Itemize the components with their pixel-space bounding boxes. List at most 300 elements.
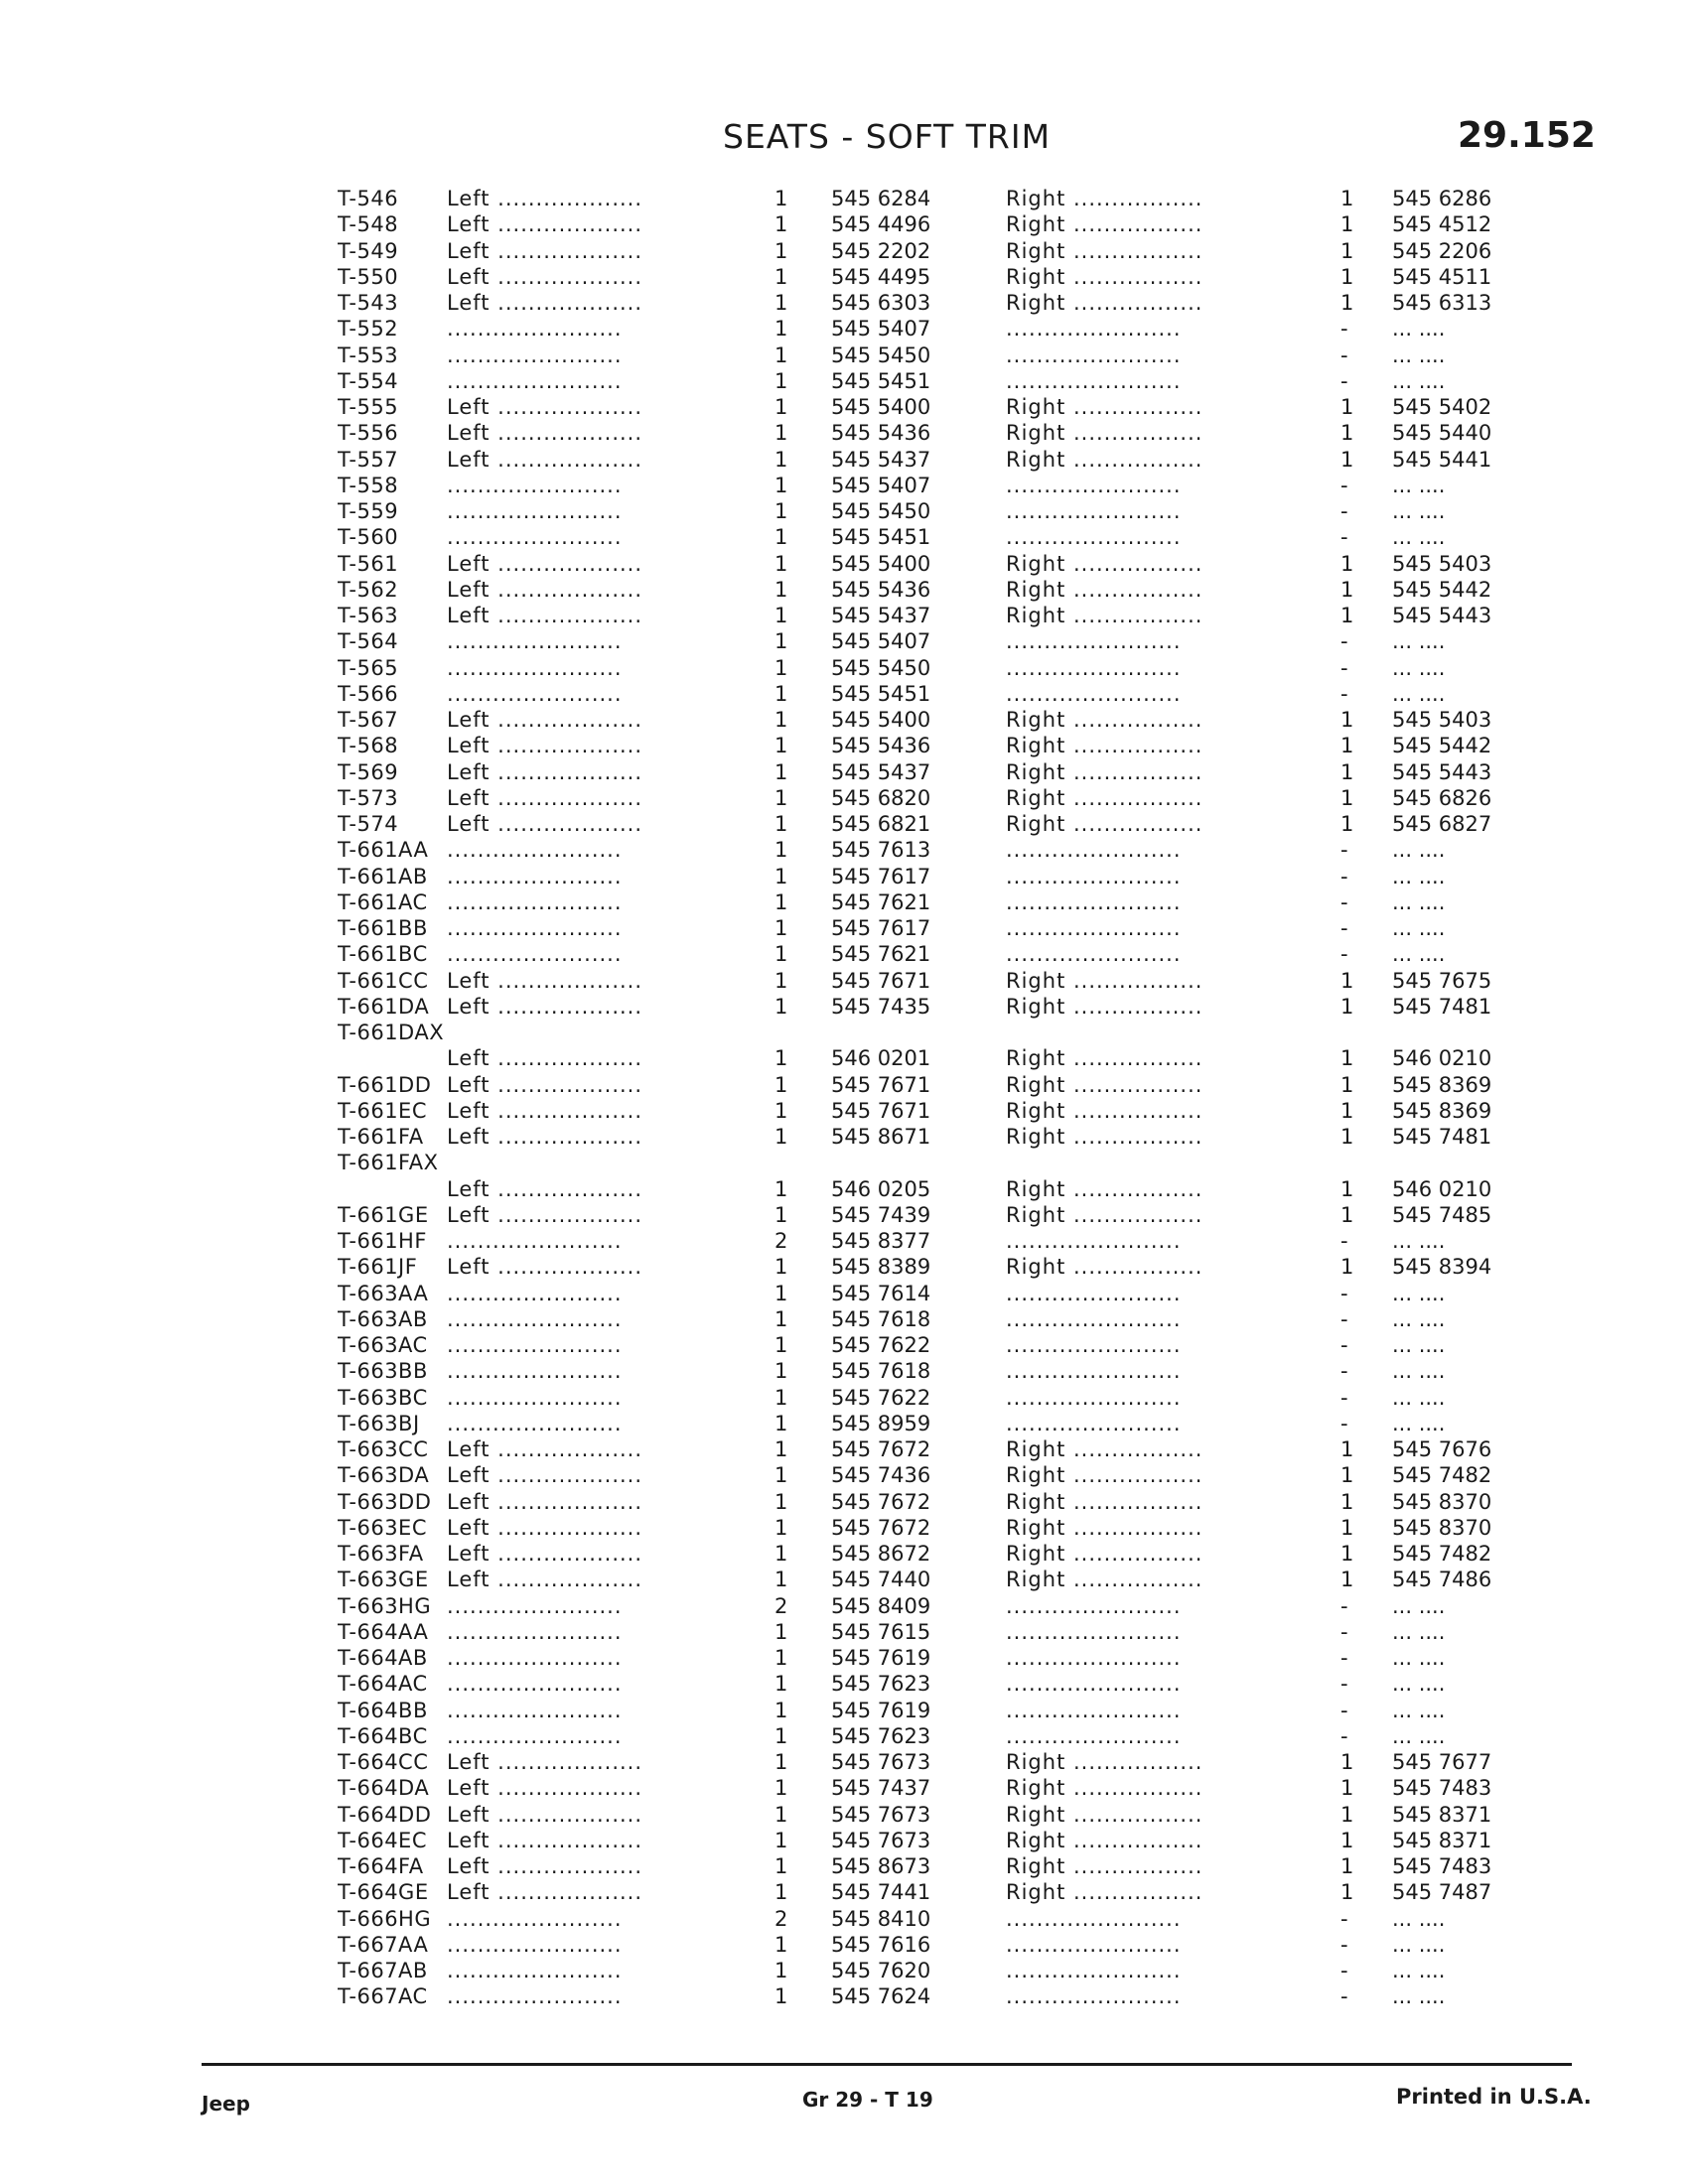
left-description: Left ................... <box>447 1125 643 1149</box>
left-quantity: 1 <box>774 655 788 680</box>
left-part-number: 545 7673 <box>831 1828 931 1852</box>
part-code: T-663AB <box>338 1306 428 1331</box>
left-description: Left ................... <box>447 1072 643 1097</box>
right-description: Right ................. <box>1006 1463 1203 1488</box>
left-part-number: 545 7435 <box>831 994 931 1019</box>
left-part-number: 545 7616 <box>831 1932 931 1957</box>
parts-row <box>0 864 1688 889</box>
left-part-number: 545 7613 <box>831 838 931 863</box>
right-description: ....................... <box>1006 864 1182 888</box>
parts-row <box>0 681 1688 707</box>
left-description: ....................... <box>447 1306 623 1331</box>
parts-list <box>0 186 1688 2010</box>
left-quantity: 1 <box>774 681 788 706</box>
left-quantity: 1 <box>774 447 788 472</box>
right-part-number: 545 8371 <box>1392 1828 1492 1852</box>
left-part-number: 545 5436 <box>831 734 931 758</box>
part-code: T-667AC <box>338 1984 428 2009</box>
left-quantity: 1 <box>774 1750 788 1774</box>
left-description: Left ................... <box>447 759 643 784</box>
left-description: ....................... <box>447 1411 623 1435</box>
right-quantity: - <box>1340 1385 1348 1410</box>
left-quantity: 1 <box>774 1542 788 1566</box>
part-code: T-546 <box>338 187 399 210</box>
left-quantity: 1 <box>774 968 788 993</box>
part-code: T-663AA <box>338 1281 429 1305</box>
right-description: Right ................. <box>1006 1176 1203 1201</box>
parts-row <box>0 1150 1688 1175</box>
parts-row <box>0 1593 1688 1619</box>
parts-row <box>0 628 1688 654</box>
right-description: Right ................. <box>1006 785 1203 810</box>
part-code: T-661JF <box>338 1255 418 1280</box>
right-quantity: 1 <box>1340 1255 1354 1280</box>
parts-row <box>0 837 1688 863</box>
right-description: Right ................. <box>1006 1125 1203 1149</box>
part-code: T-556 <box>338 421 399 446</box>
part-code: T-663DA <box>338 1463 430 1488</box>
parts-row <box>0 1879 1688 1905</box>
right-quantity: 1 <box>1340 1854 1354 1878</box>
right-description: ....................... <box>1006 1229 1182 1253</box>
right-description: Right ................. <box>1006 1437 1203 1461</box>
left-description: ....................... <box>447 942 623 967</box>
left-part-number: 545 2202 <box>831 238 931 263</box>
left-part-number: 545 7439 <box>831 1202 931 1227</box>
left-quantity: 1 <box>774 942 788 967</box>
right-part-number: 545 7485 <box>1392 1202 1492 1227</box>
left-quantity: 1 <box>774 1672 788 1697</box>
parts-row <box>0 264 1688 290</box>
left-part-number: 545 7673 <box>831 1750 931 1774</box>
part-code: T-667AA <box>338 1932 429 1957</box>
left-part-number: 545 7620 <box>831 1959 931 1982</box>
right-part-number: 545 7483 <box>1392 1776 1492 1801</box>
left-part-number: 545 7614 <box>831 1281 931 1305</box>
part-code: T-562 <box>338 577 399 602</box>
parts-row <box>0 1436 1688 1462</box>
parts-row <box>0 603 1688 628</box>
right-quantity: 1 <box>1340 1176 1354 1201</box>
left-quantity: 1 <box>774 629 788 654</box>
right-description: Right ................. <box>1006 421 1203 446</box>
footer-printed: Printed in U.S.A. <box>1396 2085 1592 2109</box>
left-description: ....................... <box>447 317 623 341</box>
parts-row <box>0 1775 1688 1801</box>
right-part-number: 545 8370 <box>1392 1489 1492 1514</box>
left-quantity: 1 <box>774 577 788 602</box>
part-code: T-663BJ <box>338 1411 420 1435</box>
left-part-number: 545 4496 <box>831 212 931 237</box>
part-code: T-664AC <box>338 1672 428 1697</box>
right-quantity: 1 <box>1340 759 1354 784</box>
right-part-number: ... .... <box>1392 368 1446 393</box>
left-quantity: 1 <box>774 1802 788 1827</box>
parts-row <box>0 1281 1688 1306</box>
part-code: T-663CC <box>338 1437 429 1461</box>
right-description: Right ................. <box>1006 1046 1203 1071</box>
parts-row <box>0 1124 1688 1150</box>
right-description: ....................... <box>1006 1333 1182 1357</box>
left-description: Left ................... <box>447 447 643 472</box>
right-quantity: 1 <box>1340 1072 1354 1097</box>
left-part-number: 545 7617 <box>831 916 931 940</box>
right-description: ....................... <box>1006 655 1182 680</box>
left-part-number: 545 7441 <box>831 1880 931 1905</box>
right-quantity: - <box>1340 1906 1348 1931</box>
left-description: Left ................... <box>447 187 643 210</box>
left-description: Left ................... <box>447 1542 643 1566</box>
left-quantity: 1 <box>774 1959 788 1982</box>
parts-row <box>0 1983 1688 2009</box>
right-quantity: - <box>1340 1619 1348 1644</box>
right-quantity: - <box>1340 889 1348 914</box>
right-quantity: 1 <box>1340 1489 1354 1514</box>
right-description: ....................... <box>1006 942 1182 967</box>
left-quantity: 1 <box>774 187 788 210</box>
right-quantity: - <box>1340 342 1348 367</box>
left-description: Left ................... <box>447 1046 643 1071</box>
right-quantity: 1 <box>1340 1802 1354 1827</box>
right-part-number: ... .... <box>1392 1672 1446 1697</box>
left-description: Left ................... <box>447 1255 643 1280</box>
left-description: Left ................... <box>447 1437 643 1461</box>
right-quantity: - <box>1340 1672 1348 1697</box>
left-part-number: 545 7673 <box>831 1802 931 1827</box>
right-quantity: - <box>1340 473 1348 497</box>
right-description: Right ................. <box>1006 1255 1203 1280</box>
parts-row <box>0 498 1688 524</box>
right-description: ....................... <box>1006 1411 1182 1435</box>
right-description: ....................... <box>1006 1359 1182 1384</box>
left-part-number: 545 5400 <box>831 708 931 732</box>
right-part-number: ... .... <box>1392 1959 1446 1982</box>
right-description: Right ................. <box>1006 1202 1203 1227</box>
parts-row <box>0 968 1688 994</box>
right-part-number: 545 7676 <box>1392 1437 1492 1461</box>
left-quantity: 1 <box>774 1306 788 1331</box>
right-quantity: 1 <box>1340 447 1354 472</box>
part-code: T-664FA <box>338 1854 424 1878</box>
left-description: ....................... <box>447 1593 623 1618</box>
left-quantity: 1 <box>774 551 788 576</box>
left-quantity: 1 <box>774 342 788 367</box>
left-part-number: 545 7437 <box>831 1776 931 1801</box>
right-part-number: ... .... <box>1392 655 1446 680</box>
left-quantity: 1 <box>774 1489 788 1514</box>
right-quantity: 1 <box>1340 1515 1354 1540</box>
right-quantity: 1 <box>1340 785 1354 810</box>
left-quantity: 1 <box>774 264 788 289</box>
right-description: ....................... <box>1006 1984 1182 2009</box>
left-description: ....................... <box>447 473 623 497</box>
right-part-number: 545 7482 <box>1392 1463 1492 1488</box>
left-description: Left ................... <box>447 1489 643 1514</box>
parts-row <box>0 420 1688 446</box>
right-part-number: 546 0210 <box>1392 1046 1492 1071</box>
left-part-number: 545 5407 <box>831 629 931 654</box>
parts-row <box>0 1202 1688 1228</box>
left-part-number: 545 7436 <box>831 1463 931 1488</box>
right-quantity: 1 <box>1340 395 1354 419</box>
parts-row <box>0 1567 1688 1592</box>
part-code: T-557 <box>338 447 399 472</box>
left-part-number: 545 5450 <box>831 655 931 680</box>
parts-row <box>0 316 1688 341</box>
left-quantity: 1 <box>774 1098 788 1123</box>
part-code: T-564 <box>338 629 399 654</box>
right-description: ....................... <box>1006 317 1182 341</box>
right-description: ....................... <box>1006 342 1182 367</box>
right-quantity: - <box>1340 1281 1348 1305</box>
part-code: T-664EC <box>338 1828 427 1852</box>
part-code: T-555 <box>338 395 399 419</box>
left-description: Left ................... <box>447 1776 643 1801</box>
right-quantity: - <box>1340 1306 1348 1331</box>
left-part-number: 545 5437 <box>831 759 931 784</box>
right-description: ....................... <box>1006 1906 1182 1931</box>
right-description: Right ................. <box>1006 1072 1203 1097</box>
left-description: ....................... <box>447 1932 623 1957</box>
part-code: T-549 <box>338 238 399 263</box>
right-part-number: 545 6313 <box>1392 291 1492 315</box>
left-part-number: 545 7623 <box>831 1672 931 1697</box>
left-description: Left ................... <box>447 734 643 758</box>
part-code: T-565 <box>338 655 399 680</box>
part-code: T-661FAX <box>338 1151 439 1175</box>
right-description: Right ................. <box>1006 577 1203 602</box>
left-quantity: 1 <box>774 1359 788 1384</box>
right-quantity: 1 <box>1340 1098 1354 1123</box>
left-quantity: 1 <box>774 1333 788 1357</box>
part-code: T-559 <box>338 499 399 523</box>
left-part-number: 545 8672 <box>831 1542 931 1566</box>
right-quantity: 1 <box>1340 1125 1354 1149</box>
left-part-number: 545 6284 <box>831 187 931 210</box>
right-quantity: 1 <box>1340 264 1354 289</box>
right-quantity: - <box>1340 1959 1348 1982</box>
right-quantity: - <box>1340 681 1348 706</box>
parts-row <box>0 447 1688 473</box>
right-part-number: 546 0210 <box>1392 1176 1492 1201</box>
right-part-number: 545 5403 <box>1392 551 1492 576</box>
right-quantity: 1 <box>1340 994 1354 1019</box>
right-part-number: ... .... <box>1392 1932 1446 1957</box>
right-quantity: - <box>1340 1932 1348 1957</box>
parts-row <box>0 1176 1688 1202</box>
right-description: Right ................. <box>1006 1828 1203 1852</box>
right-quantity: 1 <box>1340 604 1354 627</box>
left-description: ....................... <box>447 838 623 863</box>
parts-row <box>0 1749 1688 1775</box>
left-part-number: 545 7618 <box>831 1306 931 1331</box>
right-part-number: ... .... <box>1392 342 1446 367</box>
right-description: Right ................. <box>1006 1489 1203 1514</box>
left-part-number: 545 7671 <box>831 968 931 993</box>
left-quantity: 1 <box>774 1828 788 1852</box>
left-quantity: 2 <box>774 1906 788 1931</box>
part-code: T-664GE <box>338 1880 429 1905</box>
left-quantity: 1 <box>774 1176 788 1201</box>
right-description: ....................... <box>1006 1281 1182 1305</box>
right-description: Right ................. <box>1006 1750 1203 1774</box>
left-quantity: 1 <box>774 994 788 1019</box>
right-part-number: 545 5402 <box>1392 395 1492 419</box>
right-description: Right ................. <box>1006 759 1203 784</box>
right-part-number: 545 8394 <box>1392 1255 1492 1280</box>
right-description: Right ................. <box>1006 187 1203 210</box>
parts-row <box>0 1306 1688 1332</box>
part-code: T-661GE <box>338 1202 429 1227</box>
left-part-number: 545 4495 <box>831 264 931 289</box>
left-description: Left ................... <box>447 1568 643 1592</box>
parts-row <box>0 1619 1688 1645</box>
right-part-number: ... .... <box>1392 629 1446 654</box>
left-part-number: 545 7617 <box>831 864 931 888</box>
left-quantity: 1 <box>774 1880 788 1905</box>
right-description: ....................... <box>1006 838 1182 863</box>
left-description: ....................... <box>447 499 623 523</box>
parts-row <box>0 186 1688 211</box>
parts-row <box>0 394 1688 420</box>
left-part-number: 545 5451 <box>831 681 931 706</box>
left-quantity: 1 <box>774 1125 788 1149</box>
left-part-number: 545 7621 <box>831 942 931 967</box>
right-part-number: ... .... <box>1392 942 1446 967</box>
left-quantity: 1 <box>774 1619 788 1644</box>
parts-row <box>0 1385 1688 1411</box>
part-code: T-563 <box>338 604 399 627</box>
left-description: ....................... <box>447 342 623 367</box>
parts-row <box>0 1358 1688 1384</box>
left-part-number: 545 7623 <box>831 1723 931 1748</box>
left-description: Left ................... <box>447 395 643 419</box>
footer-brand: Jeep <box>202 2092 250 2116</box>
left-quantity: 1 <box>774 1568 788 1592</box>
left-description: Left ................... <box>447 551 643 576</box>
right-quantity: 1 <box>1340 212 1354 237</box>
part-code: T-558 <box>338 473 399 497</box>
left-part-number: 545 7672 <box>831 1515 931 1540</box>
left-quantity: 1 <box>774 759 788 784</box>
right-description: Right ................. <box>1006 1542 1203 1566</box>
left-part-number: 545 6303 <box>831 291 931 315</box>
right-quantity: - <box>1340 942 1348 967</box>
right-description: Right ................. <box>1006 604 1203 627</box>
right-description: Right ................. <box>1006 447 1203 472</box>
left-quantity: 1 <box>774 1463 788 1488</box>
right-part-number: 545 7483 <box>1392 1854 1492 1878</box>
left-part-number: 545 5450 <box>831 342 931 367</box>
right-part-number: 545 6286 <box>1392 187 1492 210</box>
right-quantity: 1 <box>1340 421 1354 446</box>
left-description: Left ................... <box>447 1463 643 1488</box>
right-part-number: ... .... <box>1392 1306 1446 1331</box>
right-part-number: ... .... <box>1392 681 1446 706</box>
right-description: ....................... <box>1006 916 1182 940</box>
left-quantity: 1 <box>774 238 788 263</box>
right-description: ....................... <box>1006 1646 1182 1670</box>
left-part-number: 545 5407 <box>831 473 931 497</box>
left-quantity: 1 <box>774 916 788 940</box>
part-code: T-661DAX <box>338 1021 445 1044</box>
part-code: T-666HG <box>338 1906 432 1931</box>
right-description: Right ................. <box>1006 238 1203 263</box>
left-quantity: 1 <box>774 368 788 393</box>
right-quantity: 1 <box>1340 577 1354 602</box>
part-code: T-543 <box>338 291 399 315</box>
part-code: T-664DD <box>338 1802 432 1827</box>
part-code: T-661CC <box>338 968 429 993</box>
right-part-number: 545 4511 <box>1392 264 1492 289</box>
parts-row <box>0 368 1688 394</box>
right-description: Right ................. <box>1006 291 1203 315</box>
parts-row <box>0 1853 1688 1879</box>
left-part-number: 545 8673 <box>831 1854 931 1878</box>
right-part-number: 545 4512 <box>1392 212 1492 237</box>
part-code: T-664BC <box>338 1723 428 1748</box>
left-part-number: 545 8389 <box>831 1255 931 1280</box>
left-description: ....................... <box>447 1984 623 2009</box>
left-part-number: 545 5437 <box>831 447 931 472</box>
left-quantity: 1 <box>774 734 788 758</box>
part-code: T-568 <box>338 734 399 758</box>
right-part-number: 545 7486 <box>1392 1568 1492 1592</box>
right-description: ....................... <box>1006 473 1182 497</box>
left-quantity: 1 <box>774 1646 788 1670</box>
right-part-number: ... .... <box>1392 864 1446 888</box>
left-part-number: 545 8377 <box>831 1229 931 1253</box>
part-code: T-663DD <box>338 1489 432 1514</box>
parts-row <box>0 1698 1688 1723</box>
right-description: Right ................. <box>1006 994 1203 1019</box>
left-description: Left ................... <box>447 968 643 993</box>
right-description: ....................... <box>1006 368 1182 393</box>
left-part-number: 545 8410 <box>831 1906 931 1931</box>
left-description: ....................... <box>447 864 623 888</box>
right-description: Right ................. <box>1006 812 1203 836</box>
right-part-number: ... .... <box>1392 317 1446 341</box>
right-part-number: 545 5442 <box>1392 577 1492 602</box>
parts-row <box>0 1671 1688 1697</box>
left-quantity: 1 <box>774 395 788 419</box>
left-quantity: 1 <box>774 812 788 836</box>
right-quantity: 1 <box>1340 1880 1354 1905</box>
right-description: ....................... <box>1006 681 1182 706</box>
right-quantity: 1 <box>1340 1463 1354 1488</box>
right-quantity: 1 <box>1340 1046 1354 1071</box>
left-part-number: 545 7440 <box>831 1568 931 1592</box>
left-description: Left ................... <box>447 577 643 602</box>
right-description: Right ................. <box>1006 1098 1203 1123</box>
right-description: Right ................. <box>1006 1802 1203 1827</box>
part-code: T-663BB <box>338 1359 428 1384</box>
left-quantity: 1 <box>774 1776 788 1801</box>
left-quantity: 1 <box>774 1072 788 1097</box>
right-quantity: - <box>1340 916 1348 940</box>
left-part-number: 545 7621 <box>831 889 931 914</box>
left-part-number: 545 6820 <box>831 785 931 810</box>
left-description: ....................... <box>447 655 623 680</box>
parts-row <box>0 1802 1688 1828</box>
right-quantity: 1 <box>1340 708 1354 732</box>
right-quantity: - <box>1340 1593 1348 1618</box>
parts-row <box>0 1828 1688 1853</box>
parts-row <box>0 1045 1688 1071</box>
right-quantity: 1 <box>1340 1750 1354 1774</box>
left-description: ....................... <box>447 1672 623 1697</box>
right-description: ....................... <box>1006 525 1182 550</box>
